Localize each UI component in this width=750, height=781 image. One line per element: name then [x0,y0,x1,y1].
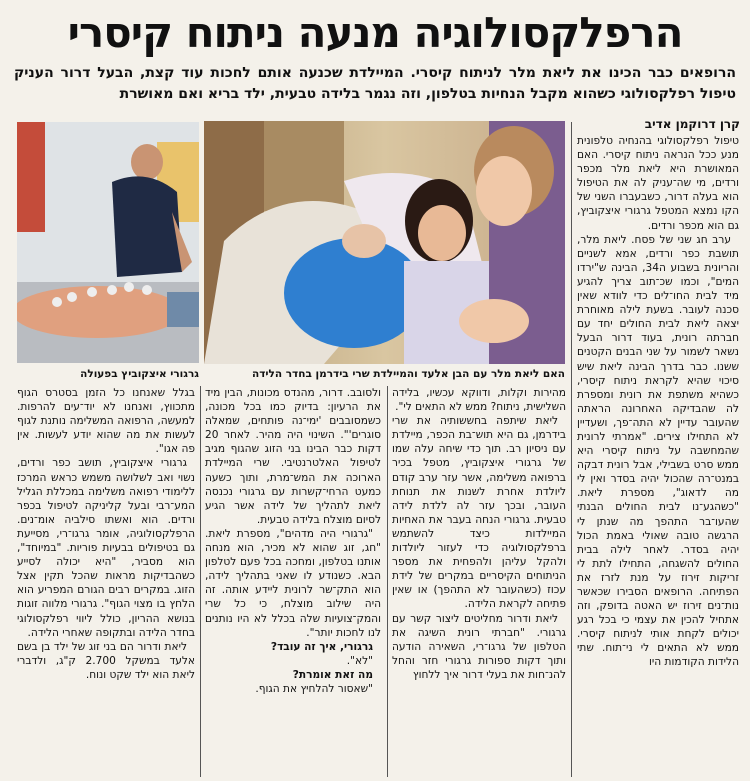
byline: קרן דרוקמן אדיב [644,117,740,131]
paragraph: ליאת ודרור מחליטים ליצור קשר עם גרגורי. "חברתי רונית השיגה את הטלפון של גרגו־רי, השאירה הודעה ותוך דקות ספורות גרגורי חזר והחל להנ־חות את בעלי דרור איך ללחוץ [392,612,566,681]
paragraph: "שאסור להלחיץ את הגוף. [255,682,373,695]
lead-paragraph: הרופאים כבר הכינו את ליאת מלר לניתוח קיסרי. המיילדת שכנעה אותם לחכות עוד קצת, הבעל דרור העניק טיפול רפלקסולוגי כשהוא מקבל הנחיות בטלפון, וזה נגמר בלידה טבעית, ילד בריא ואם מאושרת [14,65,736,102]
photo-birth-room [204,121,565,364]
text-column-mid-right [392,386,566,781]
paragraph: ליאת ודרור הם בני זוג של ילד בן בשם אלעד במשקל 2.700 ק"ג, ולדברי ליאת הוא ילד שקט ונוח. [17,640,195,681]
paragraph: "לא". [346,654,373,667]
text-column-right [577,134,739,781]
paragraph: גרגורי איצקוביץ, תושב כפר ורדים, נשוי ואב לשלושה משמש כראש המרכז ללימודי רפואה משלימה במכללת הגליל המע־רבי ובעל קליניקה לטיפול בכפר ורדים. הוא ואשתו סילביה אומ־נים. הרפלקסולוגיה, אומר גרגו־רי, מסייעת גם בטיפולים בבעיות פוריות. "במיוחד", הוא מסביר, "היא יכולה לסייע כשהבדיקות מראות שהכל תקין אצל הזוג. במקרים רבים הגורם המפריע הוא הלחץ בו מצוי הגוף". גרגורי מלווה זוגות בנושא ההריון, כולל ליווי רפלקסולוגי בחדר הלידה ובתקופה שאחרי הלידה. [17,457,195,639]
paragraph: טיפול רפלקסולוגי בהנחיה טלפונית מנע ככל הנראה ניתוח קיסרי. האם המאושרת היא ליאת מלר מכפר ורדים, מי שה־עניק לה את הטיפול הוא בעלה דרור, כשבעברו השני של הקו נמצא המטפל גרגורי איצקוביץ, גם הוא מכפר ורדים. [577,135,739,232]
text-column-left [17,386,195,781]
paragraph: ערב חג שני של פסח. ליאת מלר, תושבת כפר ורדים, אמא לשניים והריונית בשבוע ה34, הבינה ש"ירדו המים", וכמו שכ־תוב צריך להגיע מיד לבית החו־לים כדי לוודא שאין סכנה לעובר. בשעת לילה מאוחרת יצאה ליאת לבית החולים יחד עם חברתה רונית, בעוד דרור הבעל נשאר לשמור על שני הבנים הקטנים ששנו. כבר בדרך הבינה ליאת שיש סיכוי שהיא לקראת ניתוח קיסרי, כשהיא משתפת את רונית ומספרת לה שהבדיקה האחרונה הראתה שהעובר עדיין לא התה־פך, ושעדיין לא התחילו צירים. "אמרתי לרונית שהמחשבה על ניתוח קיסרי היא ממש סרט בשבילי, אבל רונית דבקה במנט־רה שהכול יהיה בסדר ואין לי מה לדאוג", מספרת ליאת. "כשהגע־נו לבית החולים הבנתי שהעו־בר התהפך מה שנתן לי הרגשה טובה שאולי באמת הכול יהיה בסדר. לאחר לילה בבית החולים להשגחה, התחילו לתת לי זריקות זירוז על מנת לזרז את הפתיחה. הרופאים הסבירו שכאשר נות־נים זירוז יש האטה בדופק, וזה אתחיל להכין את עצמי כי בכל רגע יכולים לקחת אותי לניתוח קיסרי. ממש לא התאים לי ני־תוח. שתי הלידות הקודמות היו [577,233,739,669]
headline: הרפלקסולוגיה מנעה ניתוח קיסרי [67,8,683,57]
paragraph: ולסובב. דרור, מהנדס מכונות, הבין מיד את הרעיון: בדיוק כמו בכל מכונה, כשמסובבים 'ימי־נה פותחים, שמאלה סוגרים'". השינוי היה מהיר. לאחר 20 דקות כבר הבינו בני הזוג שהגוף מגיב לטיפול האלטרנטיבי. שרי המיילדת הארוכה את המש־מרת, ותוך כשעה כמעט הרחי־קשרות עם גרגורי נכנסה ליאת לתהליך של לידה אשר הגיע לסיום מוצלח בלידה טבעית. [205,387,381,526]
caption-main-photo: האם ליאת מלר עם הבן אלעד והמיילדת שרי בידרמן בחדר הלידה [252,368,565,380]
paragraph: גרגורי, איך זה עובד? [270,640,373,653]
paragraph: בגלל שאנחנו כל הזמן בסטרס הגוף מתכווץ, ואנחנו לא יוד־עים להרפות. למעשה, הרפואה המשלימה נותנת לגוף לעשות את מה שהוא יודע לעשות. אין פה אגו". [17,387,195,456]
paragraph: ליאת שיתפה בחששותיה את שרי בידרמן, גם היא תוש־בת הכפר, מיילדת עם ניסיון רב. תוך כדי שיחה עלה שמו של גרגורי איצקוביץ, מטפל בכיר ברפואה משלימה, אשר עזר ערב קודם ליולדת אחרת לשנות את תנוחת העובר, ובכך עזר לה ללדת לידה טבעית. גרגורי הנחה בעבר את האחיות המיילדות כיצד להשתמש ברפלקסולוגיה כדי לעזור ליולדות ולהקל עליהן ולהפחית את מספר הניתוחים הקיסריים במקרים של לידת עכוז (כשהעובר לא התהפך) או שאין פתיחה לקראת הלידה. [392,415,566,611]
caption-side-photo: גרגורי איצקוביץ בפעולה [80,368,199,380]
paragraph: מהירות וקלות, ודווקא עכשיו, בלידה השלישית, ניתוח? ממש לא התאים לי". [392,387,566,414]
paragraph: "גרגורי היה מדהים", מספרת ליאת. "חג, זוג שהוא לא מכיר, הוא מנחה אותנו בטלפון, ומחכה בכל פעם לטלפון הבא. כשנודע לו שאני בתהליך לידה, הוא התק־שר לרונית ליידע אותה. זה היה שילוב מוצלח, כי כל שרי והמק־צועיות שלה בכלל לא היו נותנים לנו לחכות יותר". [205,527,381,639]
text-column-mid-left [205,386,381,781]
paragraph: מה זאת אומרת? [292,668,373,681]
photo-reflexology-treatment [17,122,199,363]
